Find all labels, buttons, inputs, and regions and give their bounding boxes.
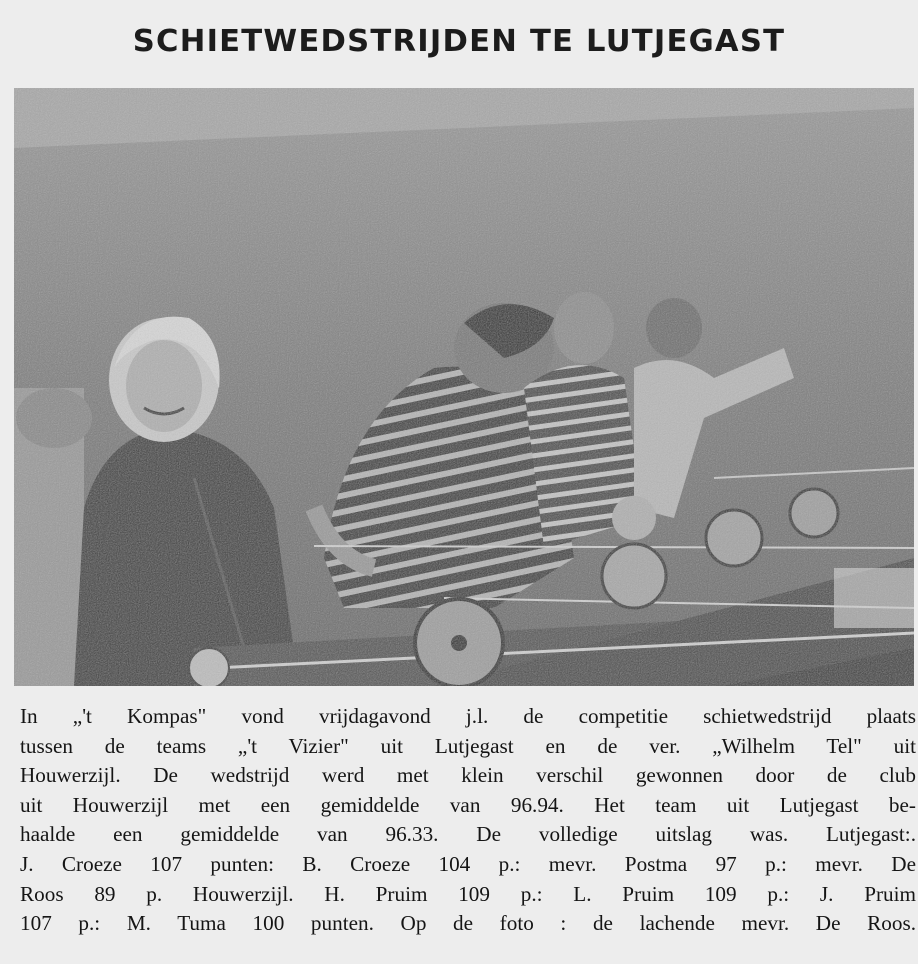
headline: SCHIETWEDSTRIJDEN TE LUTJEGAST — [132, 24, 786, 59]
article-line: uit Houwerzijl met een gemiddelde van 96.94. Het team uit Lutjegast be- — [20, 792, 916, 817]
article-line: In „'t Kompas" vond vrijdagavond j.l. de competitie schietwedstrijd plaats — [20, 704, 916, 728]
news-photo — [14, 88, 914, 686]
photo-shooting-competition-icon — [14, 88, 914, 686]
article-line: tussen de teams „'t Vizier" uit Lutjegast en de ver. „Wilhelm Tel" uit — [20, 733, 916, 758]
article-line: J. Croeze 107 punten: B. Croeze 104 p.: mevr. Postma 97 p.: mevr. De — [20, 851, 916, 876]
article-line: haalde een gemiddelde van 96.33. De volledige uitslag was. Lutjegast:. — [20, 822, 916, 847]
article-line: Houwerzijl. De wedstrijd werd met klein verschil gewonnen door de club — [20, 763, 916, 788]
article-line: Roos 89 p. Houwerzijl. H. Pruim 109 p.: L. Pruim 109 p.: J. Pruim — [20, 881, 916, 906]
article-body — [20, 702, 918, 939]
article-line: 107 p.: M. Tuma 100 punten. Op de foto : de lachende mevr. De Roos. — [20, 911, 916, 936]
